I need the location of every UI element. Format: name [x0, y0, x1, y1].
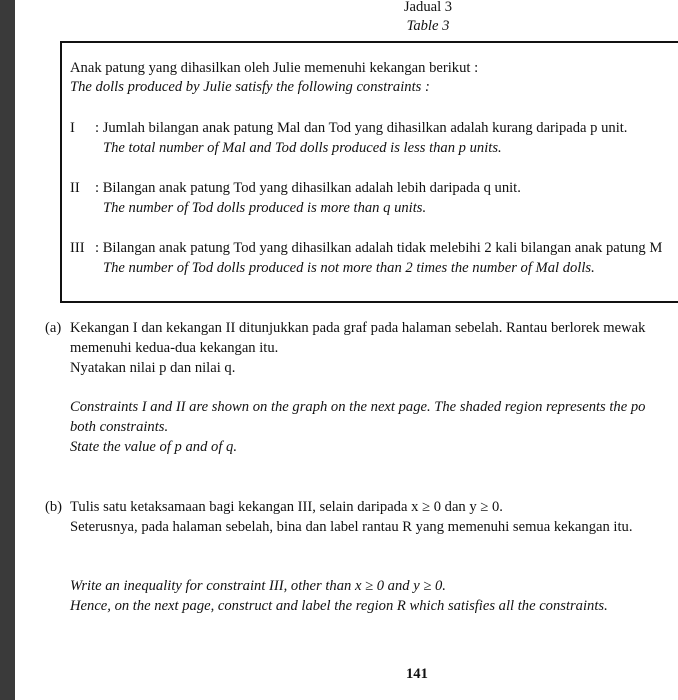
constraint-1-ms: : Jumlah bilangan anak patung Mal dan Tod yang dihasilkan adalah kurang daripada p unit.	[95, 120, 628, 136]
constraint-3-en: The number of Tod dolls produced is not more than 2 times the number of Mal dolls.	[103, 260, 595, 276]
part-b-en-line-1: Write an inequality for constraint III, other than x ≥ 0 and y ≥ 0.	[70, 578, 446, 594]
constraint-2-number: II	[70, 180, 80, 196]
constraint-3-ms: : Bilangan anak patung Tod yang dihasilkan adalah tidak melebihi 2 kali bilangan anak patung M	[95, 240, 663, 256]
constraint-1-number: I	[70, 120, 75, 136]
part-a-ms-line-3: Nyatakan nilai p dan nilai q.	[70, 360, 236, 376]
part-a-ms-line-1: Kekangan I dan kekangan II ditunjukkan pada graf pada halaman sebelah. Rantau berlorek mewak	[70, 320, 646, 336]
page-number: 141	[406, 666, 428, 682]
left-edge-bar	[0, 0, 15, 700]
part-a-en-line-3: State the value of p and of q.	[70, 439, 237, 455]
part-a-en-line-1: Constraints I and II are shown on the graph on the next page. The shaded region represents the po	[70, 399, 646, 415]
box-intro-ms: Anak patung yang dihasilkan oleh Julie memenuhi kekangan berikut :	[70, 60, 479, 76]
part-b-ms-line-1: Tulis satu ketaksamaan bagi kekangan III, selain daripada x ≥ 0 dan y ≥ 0.	[70, 499, 503, 515]
constraint-2-ms: : Bilangan anak patung Tod yang dihasilkan adalah lebih daripada q unit.	[95, 180, 521, 196]
part-a-en-line-2: both constraints.	[70, 419, 169, 435]
part-a-ms-line-2: memenuhi kedua-dua kekangan itu.	[70, 340, 279, 356]
part-b-label: (b)	[45, 499, 63, 515]
table-heading-en: Table 3	[406, 18, 450, 34]
part-b-ms-line-2: Seterusnya, pada halaman sebelah, bina dan label rantau R yang memenuhi semua kekangan itu.	[70, 519, 633, 535]
constraint-3-number: III	[70, 240, 85, 256]
box-intro-en: The dolls produced by Julie satisfy the following constraints :	[70, 79, 430, 95]
constraint-2-en: The number of Tod dolls produced is more than q units.	[103, 200, 427, 216]
table-heading-ms: Jadual 3	[403, 0, 453, 15]
part-a-label: (a)	[45, 320, 62, 336]
part-b-en-line-2: Hence, on the next page, construct and label the region R which satisfies all the constraints.	[70, 598, 608, 614]
constraint-1-en: The total number of Mal and Tod dolls produced is less than p units.	[103, 140, 502, 156]
